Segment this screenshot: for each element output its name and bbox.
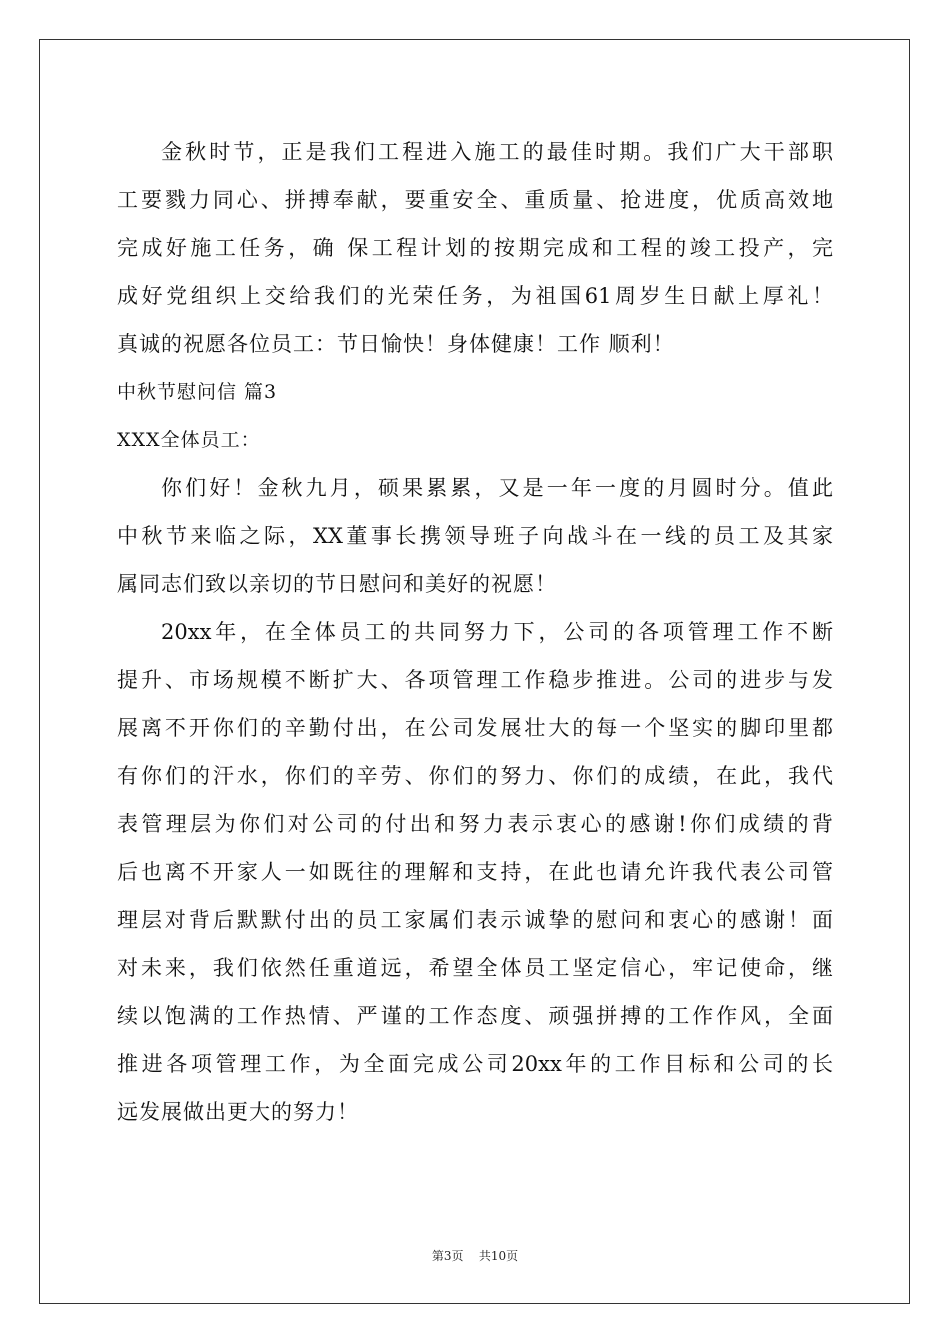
- text-line: 提升、市场规模不断扩大、各项管理工作稳步推进。公司的进步与发: [117, 668, 833, 692]
- text-line: 真诚的祝愿各位员工：节日愉快！身体健康！工作 顺利！: [117, 332, 675, 356]
- text-line: 工要戮力同心、拼搏奉献，要重安全、重质量、抢进度，优质高效地: [117, 188, 833, 212]
- text-line: 续以饱满的工作热情、严谨的工作态度、顽强拼搏的工作作风，全面: [117, 1004, 833, 1028]
- text-line: 对未来，我们依然任重道远，希望全体员工坚定信心，牢记使命，继: [117, 956, 833, 980]
- text-line: 成好党组织上交给我们的光荣任务，为祖国61周岁生日献上厚礼！: [117, 284, 833, 308]
- text-line: 推进各项管理工作，为全面完成公司20xx年的工作目标和公司的长: [117, 1052, 833, 1076]
- text-line: 你们好！金秋九月，硕果累累，又是一年一度的月圆时分。值此: [161, 476, 833, 500]
- text-line: 后也离不开家人一如既往的理解和支持，在此也请允许我代表公司管: [117, 860, 833, 884]
- page-footer: [0, 1247, 950, 1264]
- page-total: 共10页: [478, 1249, 519, 1263]
- text-line: 理层对背后默默付出的员工家属们表示诚挚的慰问和衷心的感谢！面: [117, 908, 833, 932]
- text-line: 金秋时节，正是我们工程进入施工的最佳时期。我们广大干部职: [161, 140, 833, 164]
- text-line: 中秋节来临之际，XX董事长携领导班子向战斗在一线的员工及其家: [117, 524, 833, 548]
- section-heading: XXX全体员工：: [117, 429, 261, 451]
- text-line: 表管理层为你们对公司的付出和努力表示衷心的感谢!你们成绩的背: [117, 812, 833, 836]
- text-line: 属同志们致以亲切的节日慰问和美好的祝愿！: [117, 572, 557, 596]
- text-line: 20xx年，在全体员工的共同努力下，公司的各项管理工作不断: [161, 620, 833, 644]
- text-line: 有你们的汗水，你们的辛劳、你们的努力、你们的成绩，在此，我代: [117, 764, 833, 788]
- text-line: 展离不开你们的辛勤付出，在公司发展壮大的每一个坚实的脚印里都: [117, 716, 833, 740]
- section-heading: 中秋节慰问信 篇3: [117, 381, 278, 403]
- page-number: 第3页: [431, 1249, 464, 1263]
- document-body: [117, 128, 833, 1136]
- text-line: 完成好施工任务，确 保工程计划的按期完成和工程的竣工投产，完: [117, 236, 833, 260]
- text-line: 远发展做出更大的努力！: [117, 1100, 359, 1124]
